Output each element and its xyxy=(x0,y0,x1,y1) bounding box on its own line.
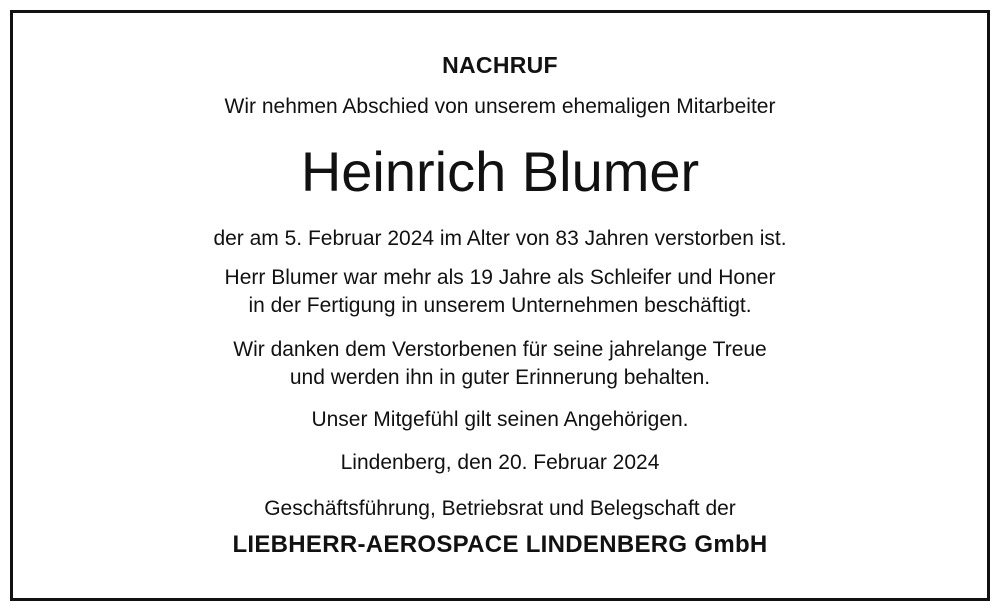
employment-text-line-2: in der Fertigung in unserem Unternehmen beschäftigt. xyxy=(248,294,752,317)
company-name: LIEBHERR-AEROSPACE LINDENBERG GmbH xyxy=(232,531,768,558)
death-date-text: der am 5. Februar 2024 im Alter von 83 Jahren verstorben ist. xyxy=(213,227,787,250)
gratitude-text-line-2: und werden ihn in guter Erinnerung behalten. xyxy=(289,366,711,389)
employment-text-line-1: Herr Blumer war mehr als 19 Jahre als Schleifer und Honer xyxy=(224,266,776,289)
intro-text: Wir nehmen Abschied von unserem ehemaligen Mitarbeiter xyxy=(224,95,776,118)
notice-heading: NACHRUF xyxy=(442,52,558,78)
place-date: Lindenberg, den 20. Februar 2024 xyxy=(340,451,660,474)
signatories-text: Geschäftsführung, Betriebsrat und Belegschaft der xyxy=(264,497,736,520)
gratitude-text-line-1: Wir danken dem Verstorbenen für seine jahrelange Treue xyxy=(233,338,767,361)
condolence-text: Unser Mitgefühl gilt seinen Angehörigen. xyxy=(311,408,689,431)
deceased-name: Heinrich Blumer xyxy=(300,140,700,203)
